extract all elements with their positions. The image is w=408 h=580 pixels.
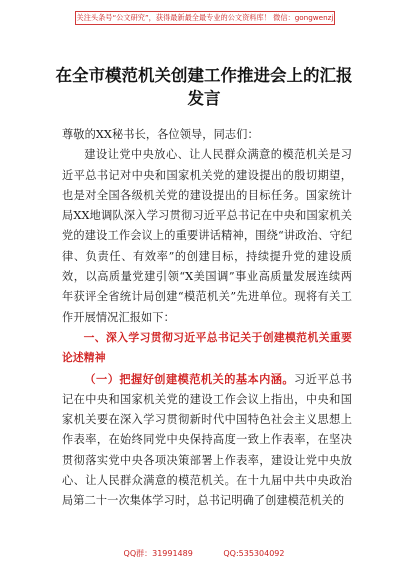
document-title: 在全市模范机关创建工作推进会上的汇报发言: [55, 66, 353, 108]
salutation: 尊敬的XX秘书长，各位领导，同志们：: [62, 128, 259, 141]
contact-footer: [0, 548, 408, 559]
promo-banner: [75, 11, 335, 25]
subsection-paragraph: [62, 369, 352, 512]
document-body: [62, 125, 352, 512]
promo-banner-text: 关注头条号“公文研究”，获得最新最全最专业的公文资料库！ 微信：gongwenzj: [76, 13, 334, 22]
qq-group-text: QQ群：31991489: [123, 549, 193, 558]
section-heading: 一、深入学习贯彻习近平总书记关于创建模范机关重要论述精神: [62, 330, 352, 365]
subsection-heading: （一）把握好创建模范机关的基本内涵。: [84, 371, 295, 386]
subsection-body: 习近平总书记在中央和国家机关党的建设工作会议上指出，中央和国家机关要在深入学习贯彻新时代中国特色社会主义思想上作表率，在始终同党中央保持高度一致上作表率，在坚决贯彻落实党中央各项决策部署上作表率，建设让党中央放心、让人民群众满意的模范机关。在十九届中共中央政治局第二十一次集体学习时，总书记明确了创建模范机关的: [62, 372, 352, 508]
intro-paragraph: 建设让党中央放心、让人民群众满意的模范机关是习近平总书记对中央和国家机关党的建设提出的殷切期望，也是对全国各级机关党的建设提出的目标任务。国家统计局XX地调队深入学习贯彻习近平总书记在中央和国家机关党的建设工作会议上的重要讲话精神，围绕“讲政治、守纪律、负责任、有效率”的创建目标，持续提升党的建设质效，以高质量党建引领“X美国调”事业高质量发展连续两年获评全省统计局创建“模范机关”先进单位。现将有关工作开展情况汇报如下：: [62, 148, 352, 324]
qq-number-text: QQ:535304092: [223, 549, 285, 558]
